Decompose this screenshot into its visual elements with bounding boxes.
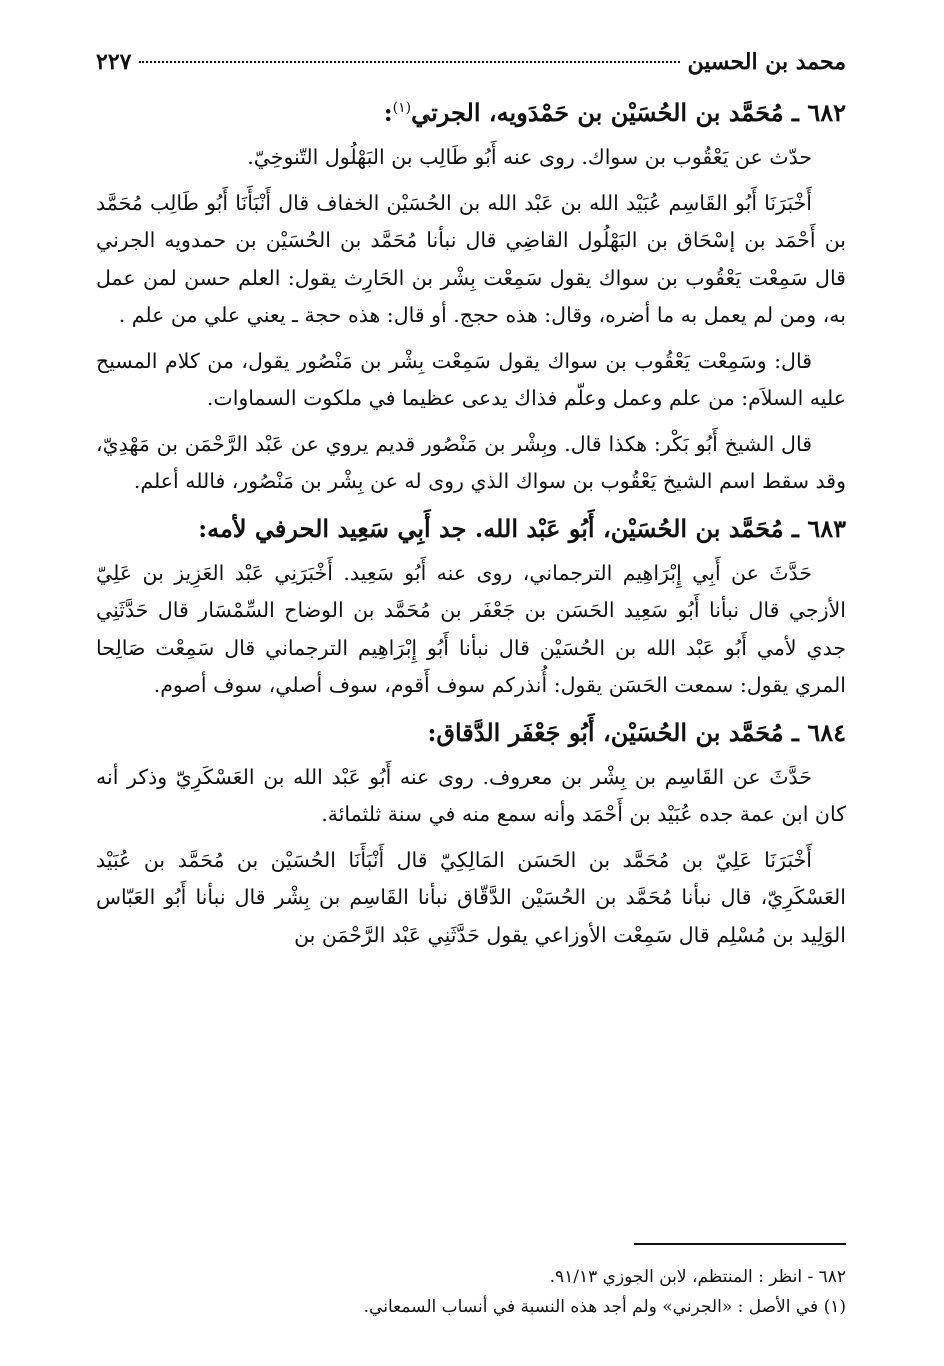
footnote-1: (١) في الأصل : «الجرني» ولم أجد هذه النسبة في أنساب السمعاني. xyxy=(363,1297,846,1317)
running-head xyxy=(96,40,846,84)
entry-684-paragraph-1: حَدَّثَ عن القَاسِم بن بِشْر بن معروف. روى عنه أَبُو عَبْد الله بن العَسْكَرِيّ وذكر أنه كان ابن عمة جده عُبَيْد بن أَحْمَد وأنه سمع منه في سنة ثلثمائة. xyxy=(96,764,846,826)
footnotes xyxy=(96,1262,846,1322)
running-head-title: محمد بن الحسين xyxy=(687,49,846,75)
entry-heading-682-colon: : xyxy=(383,98,393,127)
footnote-divider xyxy=(634,1243,846,1245)
footnote-682: ٦٨٢ - انظر : المنتظم، لابن الجوزي ٩١/١٣. xyxy=(549,1267,846,1287)
entry-682-paragraph-2: أَخْبَرَنَا أَبُو القَاسِم عُبَيْد الله بن عَبْد الله بن الحُسَيْن الخفاف قال أَنْبَأَنَا أَبُو طَالِب مُحَمَّد بن أَحْمَد بن إسْحَاق بن البَهْلُول القاضِي قال نبأنا مُحَمَّد بن الحُسَيْن بن حمدويه الجرني قال سَمِعْت يَعْقُوب بن سواك يقول سَمِعْت بِشْر بن الحَارِث يقول: العلم حسن لمن عمل به، ومن لم يعمل به ما أضره، وقال: هذه حجج. أو قال: هذه حجة ـ يعني علي من علم . xyxy=(96,190,846,327)
entry-heading-682-text: ٦٨٢ ـ مُحَمَّد بن الحُسَيْن بن حَمْدَويه، الجرتي xyxy=(411,98,846,127)
entry-heading-684-text: ٦٨٤ ـ مُحَمَّد بن الحُسَيْن، أَبُو جَعْفَر الدَّقاق: xyxy=(427,717,846,747)
entry-heading-682 xyxy=(96,88,846,133)
entry-heading-683-text: ٦٨٣ ـ مُحَمَّد بن الحُسَيْن، أَبُو عَبْد الله. جد أَبِي سَعِيد الحرفي لأمه: xyxy=(198,513,846,543)
entry-heading-683 xyxy=(96,509,846,549)
page-number: ٢٢٧ xyxy=(96,49,132,75)
entry-683-paragraph-1: حَدَّثَ عن أَبِي إِبْرَاهِيم الترجماني، روى عنه أَبُو سَعِيد. أَخْبَرَنِي عَبْد العَزِيز بن عَلِيّ الأزجي قال نبأنا أَبُو سَعِيد الحَسَن بن جَعْفَر بن مُحَمَّد بن الوضاح السِّمْسَار قال حَدَّثَنِي جدي لأمي أَبُو عَبْد الله بن الحُسَيْن قال نبأنا أَبُو إِبْرَاهِيم الترجماني قال سَمِعْت صَالِحا المري يقول: سمعت الحَسَن يقول: أُنذركم سوف أَقوم، سوف أصلي، سوف أصوم. xyxy=(96,560,846,697)
entry-682-paragraph-3: قال: وسَمِعْت يَعْقُوب بن سواك يقول سَمِعْت بِشْر بن مَنْصُور يقول، من كلام المسيح عليه السلاَم: من علم وعمل وعلّم فذاك يدعى عظيما في ملكوت السماوات. xyxy=(96,348,846,410)
entry-682-paragraph-4: قال الشيخ أَبُو بَكْر: هكذا قال. وبِشْر بن مَنْصُور قديم يروي عن عَبْد الرَّحْمَن بن مَهْدِيّ، وقد سقط اسم الشيخ يَعْقُوب بن سواك الذي روى له عن بِشْر بن مَنْصُور، فالله أعلم. xyxy=(96,431,846,493)
entry-heading-684 xyxy=(96,713,846,753)
entry-682-paragraph-1: حدّث عن يَعْقُوب بن سواك. روى عنه أَبُو طَالِب بن البَهْلُول التّنوخِيّ. xyxy=(247,145,812,169)
entry-684-paragraph-2: أَخْبَرَنَا عَلِيّ بن مُحَمَّد بن الحَسَن المَالِكِيّ قال أَنْبَأَنَا الحُسَيْن بن مُحَمَّد بن عُبَيْد العَسْكَرِيّ، قال نبأنا مُحَمَّد بن الحُسَيْن الدَّقّاق نبأنا القَاسِم بن بِشْر قال نبأنا أَبُو العَبّاس الوَلِيد بن مُسْلِم قال سَمِعْت الأوزاعي يقول حَدَّثَنِي عَبْد الرَّحْمَن بن xyxy=(96,847,846,947)
footnote-marker-1: (١) xyxy=(392,100,412,116)
running-head-leader-dots xyxy=(139,61,679,63)
